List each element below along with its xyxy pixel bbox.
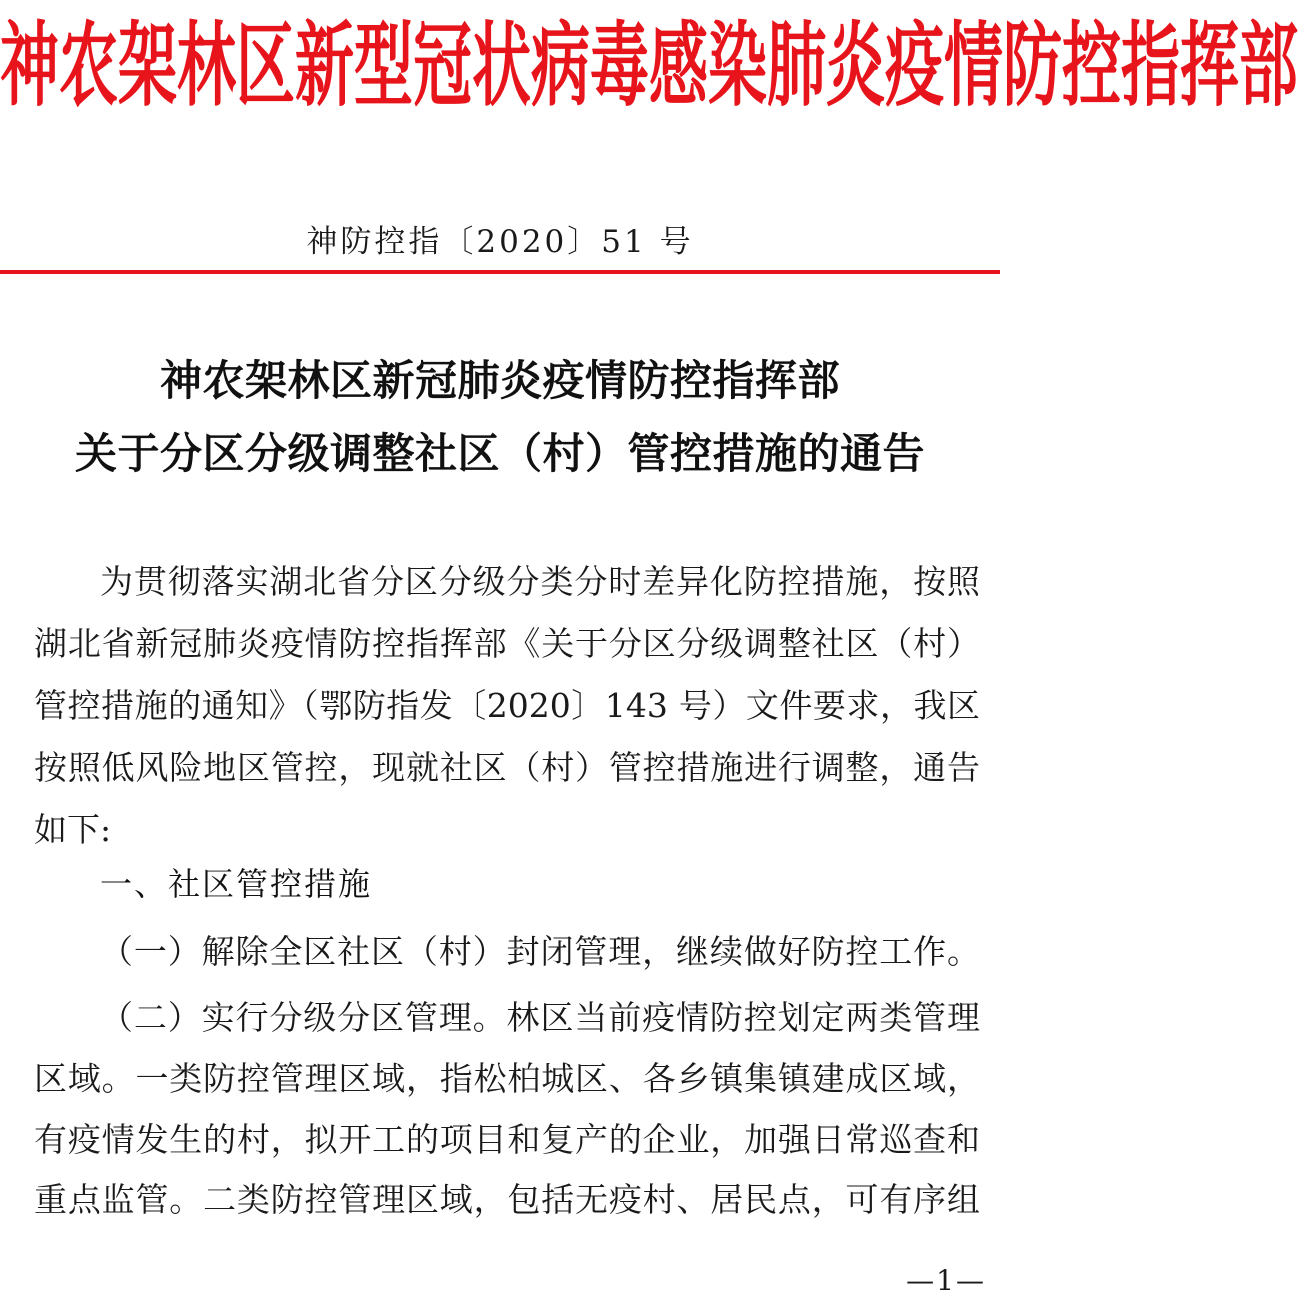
red-divider-line xyxy=(0,270,1000,274)
agency-header: 神农架林区新型冠状病毒感染肺炎疫情防控指挥部 xyxy=(0,11,1298,119)
document-title-line-2: 关于分区分级调整社区（村）管控措施的通告 xyxy=(74,429,925,478)
document-title-line-1: 神农架林区新冠肺炎疫情防控指挥部 xyxy=(159,356,840,405)
paragraph-line: 有疫情发生的村，拟开工的项目和复产的企业，加强日常巡查和 xyxy=(34,1120,980,1159)
paragraph-line: 按照低风险地区管控，现就社区（村）管控措施进行调整，通告 xyxy=(34,748,980,787)
paragraph-line: 区域。一类防控管理区域，指松柏城区、各乡镇集镇建成区域， xyxy=(34,1059,980,1098)
document-number: 神防控指〔2020〕51 号 xyxy=(306,224,694,260)
paragraph-line: 如下: xyxy=(34,810,112,849)
page-number: —1— xyxy=(906,1264,986,1297)
paragraph-line: 湖北省新冠肺炎疫情防控指挥部《关于分区分级调整社区（村） xyxy=(34,624,980,663)
list-item: （二）实行分级分区管理。林区当前疫情防控划定两类管理 xyxy=(100,998,980,1037)
section-heading: 一、社区管控措施 xyxy=(100,865,373,903)
paragraph-line: 管控措施的通知》（鄂防指发〔2020〕143 号）文件要求，我区 xyxy=(34,686,980,725)
paragraph-line: 重点监管。二类防控管理区域，包括无疫村、居民点，可有序组 xyxy=(34,1180,980,1219)
paragraph-line: 为贯彻落实湖北省分区分级分类分时差异化防控措施，按照 xyxy=(100,562,980,601)
list-item: （一）解除全区社区（村）封闭管理，继续做好防控工作。 xyxy=(100,932,980,971)
